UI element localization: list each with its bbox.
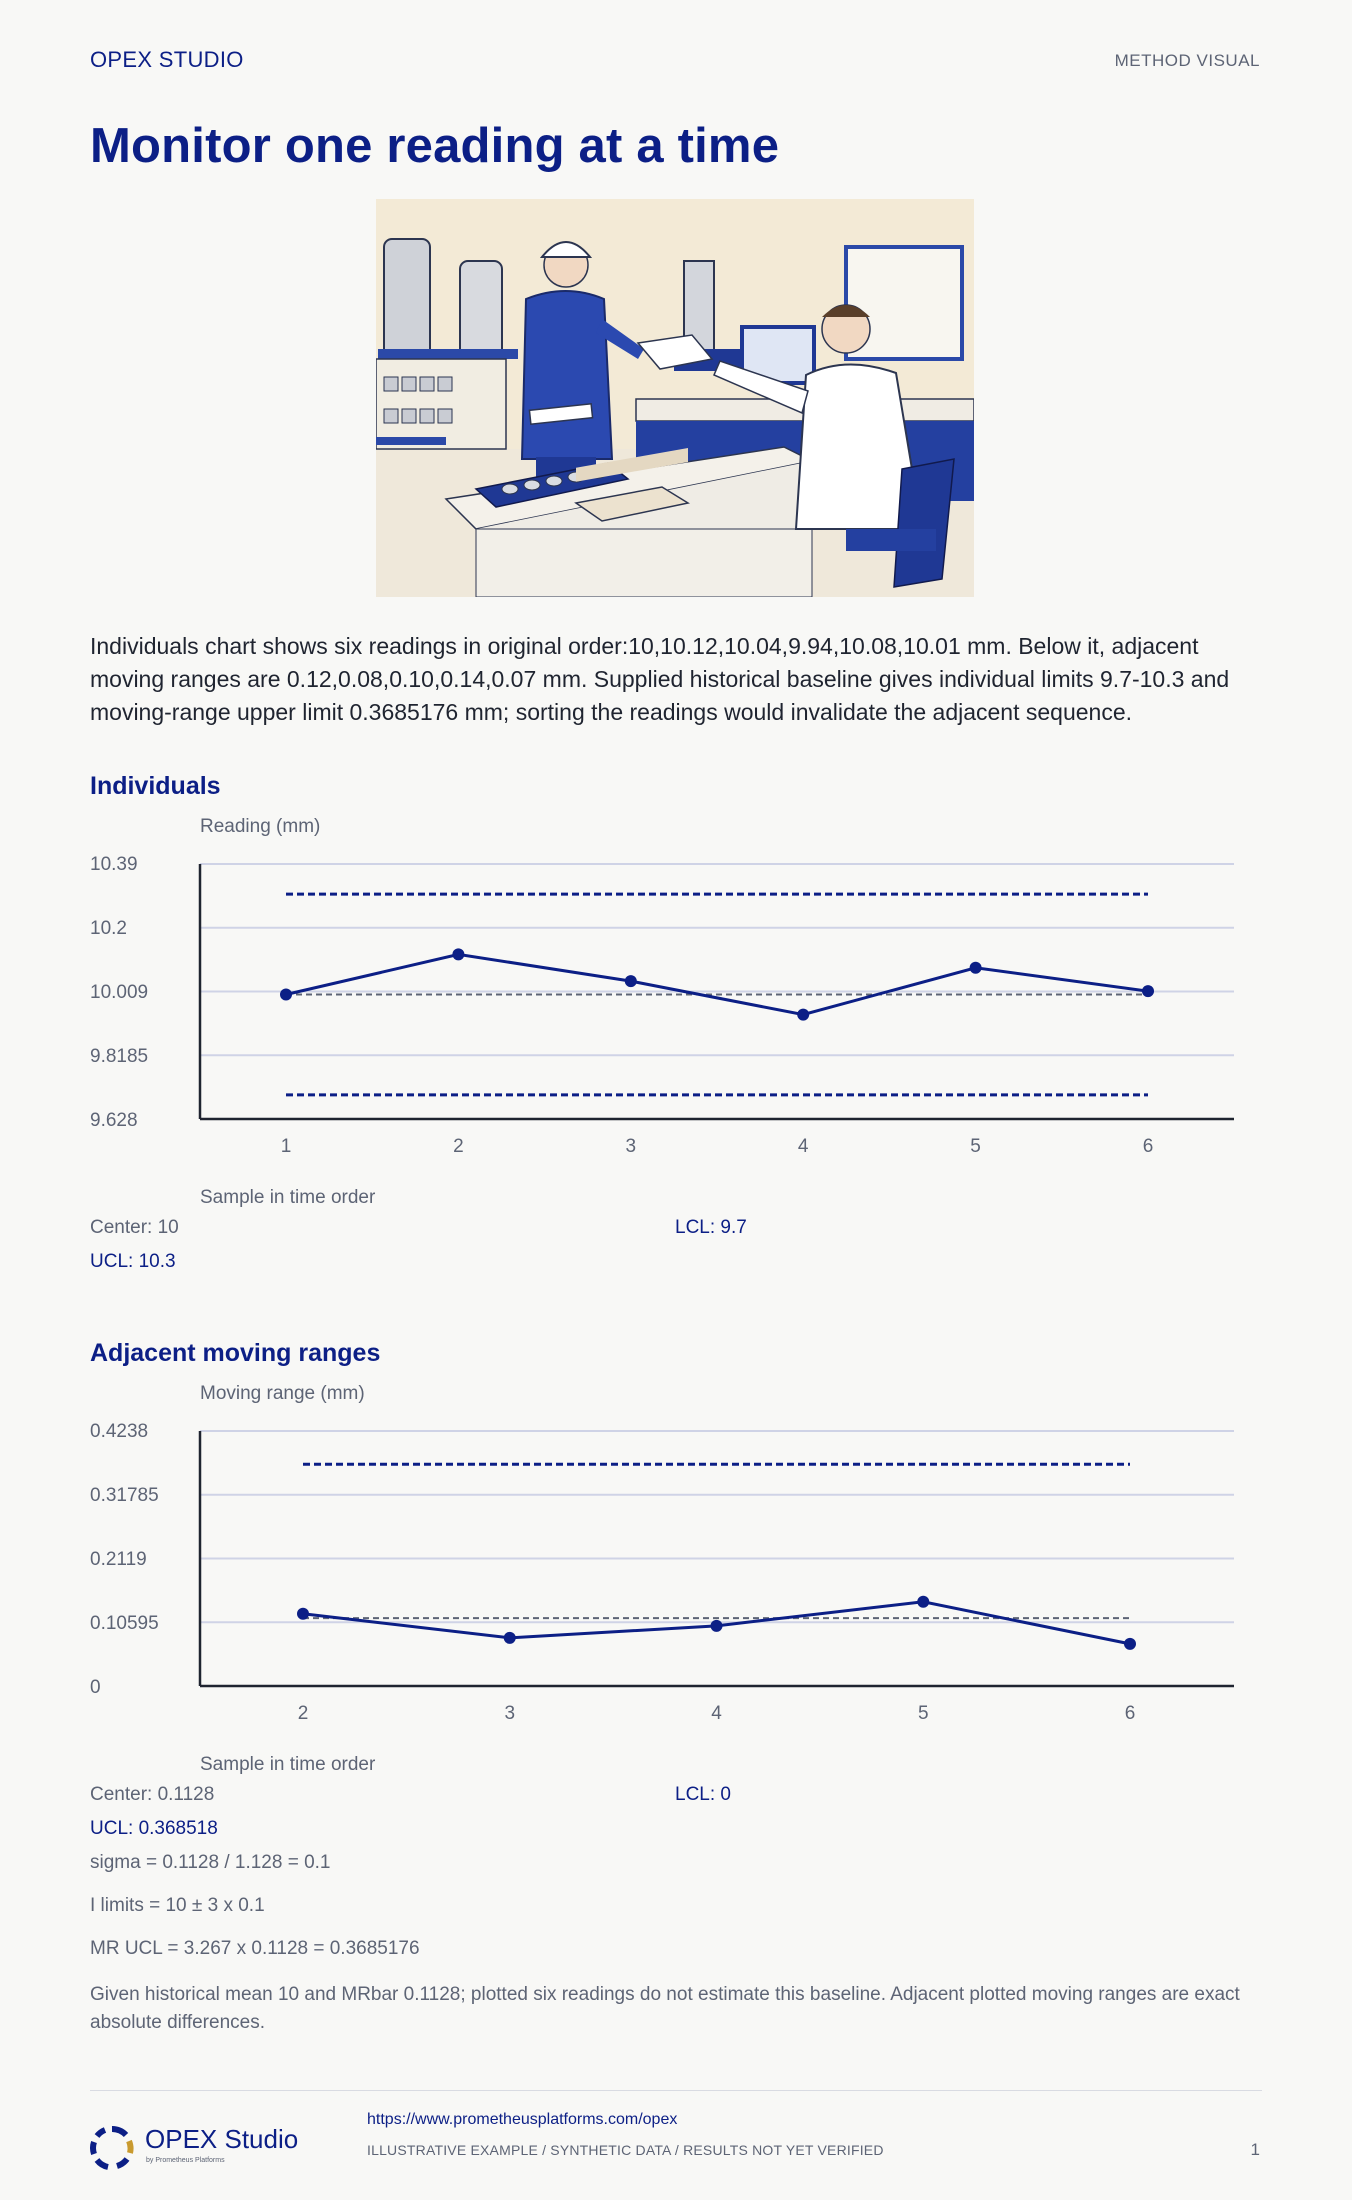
moving-range-y-tick: 0 [90,1677,101,1698]
individuals-x-tick: 5 [970,1136,981,1157]
moving-range-x-tick: 6 [1124,1703,1136,1724]
individuals-x-tick: 1 [280,1136,292,1157]
moving-range-x-axis-title: Sample in time order [200,1754,376,1775]
page-title: Monitor one reading at a time [90,119,780,173]
sigma-formula: sigma = 0.1128 / 1.128 = 0.1 [90,1852,331,1873]
moving-range-ucl-label: UCL: 0.368518 [90,1818,218,1839]
individuals-y-tick: 10.009 [90,982,149,1003]
individuals-x-tick: 3 [625,1136,637,1157]
individuals-data-point [970,962,982,974]
moving-range-data-point [917,1596,929,1608]
moving-range-data-point [297,1608,309,1620]
individuals-lcl-label: LCL: 9.7 [675,1217,747,1238]
individuals-x-axis-title: Sample in time order [200,1187,376,1208]
moving-range-y-axis-title: Moving range (mm) [200,1383,365,1404]
baseline-note: Given historical mean 10 and MRbar 0.1128; plotted six readings do not estimate this baseline. Adjacent plotted moving ranges are exact absolute differences. [90,1984,1240,2033]
moving-range-y-tick: 0.4238 [90,1421,149,1442]
individuals-data-point [452,948,464,960]
individuals-data-point [1142,985,1154,997]
moving-range-x-tick: 5 [917,1703,929,1724]
individuals-y-tick: 9.8185 [90,1046,149,1067]
opex-logo-icon [90,2126,134,2170]
moving-range-x-tick: 4 [711,1703,722,1724]
individuals-y-tick: 10.2 [90,918,127,939]
individuals-y-tick: 10.39 [90,854,138,875]
individuals-data-point [280,989,292,1001]
moving-range-data-point [1124,1638,1136,1650]
individuals-x-tick: 6 [1142,1136,1154,1157]
moving-range-y-tick: 0.31785 [90,1485,159,1506]
individual-limits-formula: I limits = 10 ± 3 x 0.1 [90,1895,265,1916]
footer-brand: OPEX Studio [145,2124,299,2154]
moving-range-data-point [504,1632,516,1644]
moving-range-data-point [711,1620,723,1632]
individuals-data-point [625,975,637,987]
footer-disclaimer: ILLUSTRATIVE EXAMPLE / SYNTHETIC DATA / RESULTS NOT YET VERIFIED [367,2142,884,2158]
individuals-center-label: Center: 10 [90,1217,179,1238]
individuals-y-axis-title: Reading (mm) [200,816,321,837]
individuals-x-tick: 4 [797,1136,809,1157]
individuals-data-point [797,1009,809,1021]
moving-range-y-tick: 0.10595 [90,1613,159,1634]
individuals-x-tick: 2 [453,1136,464,1157]
moving-range-center-label: Center: 0.1128 [90,1784,215,1805]
header-section-label: METHOD VISUAL [1114,51,1260,70]
footer-divider [90,2090,1262,2091]
moving-range-ucl-formula: MR UCL = 3.267 x 0.1128 = 0.3685176 [90,1938,420,1959]
individuals-ucl-label: UCL: 10.3 [90,1251,176,1272]
moving-range-x-tick: 3 [504,1703,516,1724]
header-brand: OPEX STUDIO [90,47,244,72]
moving-range-x-tick: 2 [297,1703,309,1724]
individuals-series-line [286,954,1148,1014]
footer-brand-sub: by Prometheus Platforms [146,2157,225,2164]
individuals-chart-title: Individuals [90,772,221,800]
intro-paragraph: Individuals chart shows six readings in original order:10,10.12,10.04,9.94,10.08,10.01 mm. Below it, adjacent moving ranges are 0.12,0.08,0.10,0.14,0.07 mm. Supplied historical baseline gives individual limits 9.7-10.3 and moving-range upper limit 0.3685176 mm; sorting the readings would invalidate the adjacent sequence. [90,633,1230,725]
moving-range-chart-title: Adjacent moving ranges [90,1339,381,1367]
individuals-y-tick: 9.628 [90,1110,138,1131]
footer-url-link[interactable]: https://www.prometheusplatforms.com/opex [367,2111,678,2128]
moving-range-y-tick: 0.2119 [90,1549,147,1570]
page-number: 1 [1250,2140,1260,2159]
moving-range-lcl-label: LCL: 0 [675,1784,731,1805]
